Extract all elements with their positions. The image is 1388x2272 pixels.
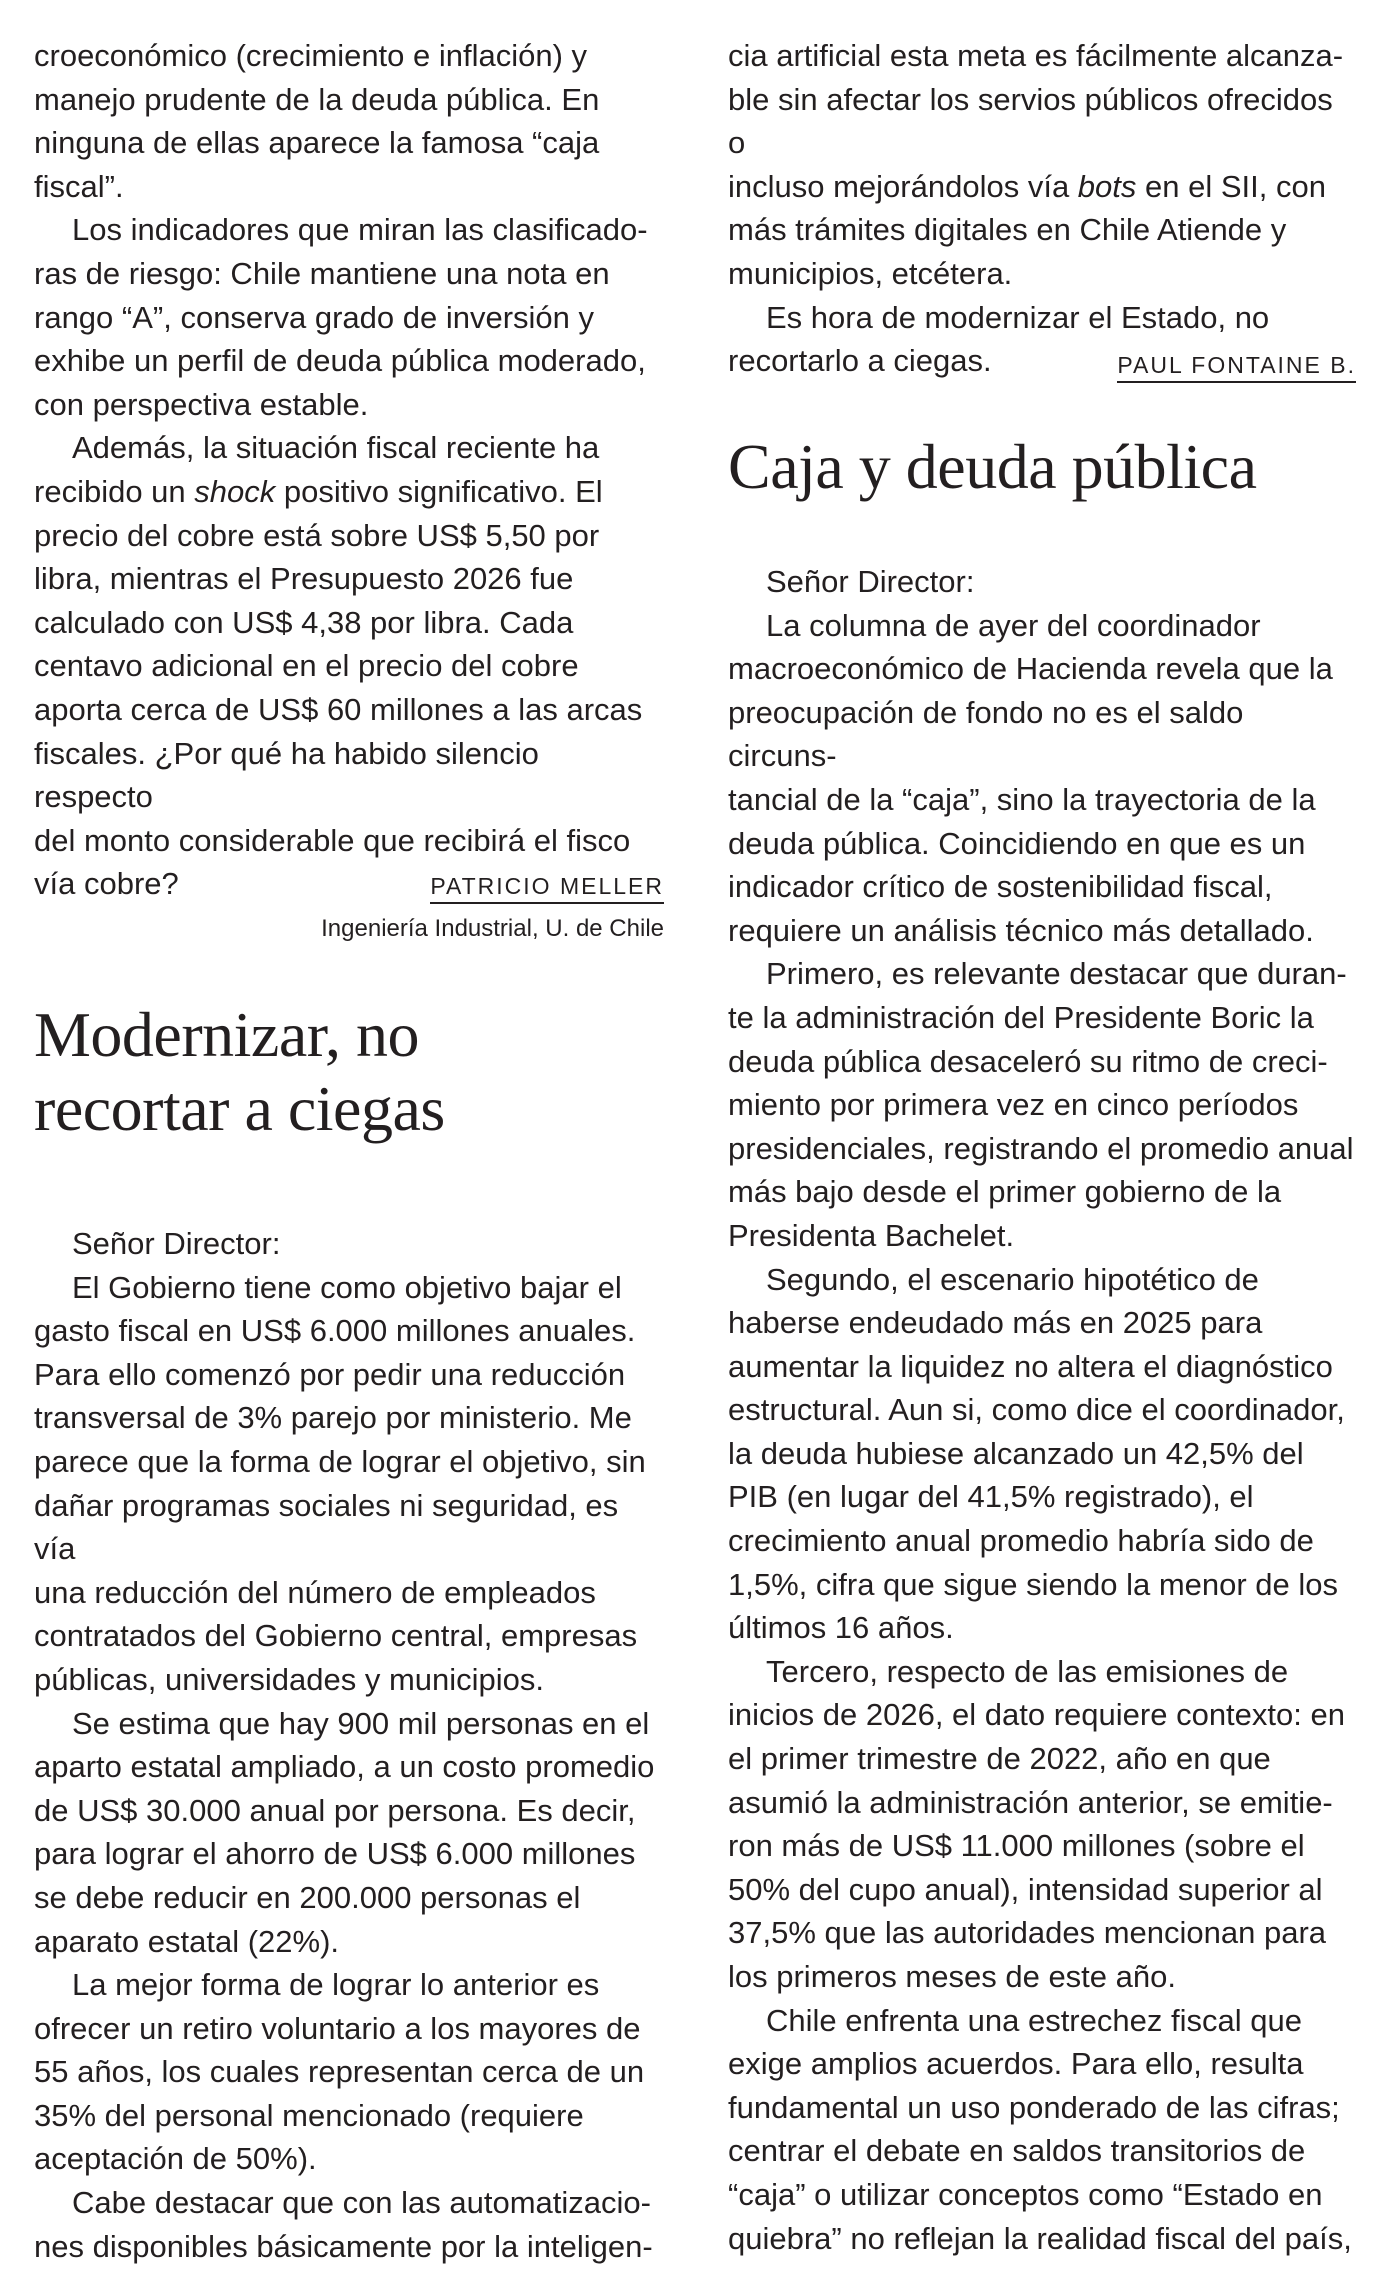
text-line: dañar programas sociales ni seguridad, es vía xyxy=(34,1487,619,1567)
author-affiliation: Ingeniería Industrial, U. de Chile xyxy=(321,915,664,942)
text-line: aumentar la liquidez no altera el diagnóstico xyxy=(728,1348,1333,1384)
text-line: asumió la administración anterior, se emitie- xyxy=(728,1784,1333,1820)
text-line: 55 años, los cuales representan cerca de un xyxy=(34,2054,645,2090)
text-line: ofrecer un retiro voluntario a los mayores de xyxy=(34,2010,641,2046)
text-line: contratados del Gobierno central, empresas xyxy=(34,1618,638,1654)
letter-heading xyxy=(34,998,664,1146)
letter-body xyxy=(34,1222,664,2268)
text-line: públicas, universidades y municipios. xyxy=(34,1661,545,1697)
text-line: municipios, etcétera. xyxy=(728,255,1013,291)
text-line: rango “A”, conserva grado de inversión y xyxy=(34,299,595,335)
text-line xyxy=(34,470,664,514)
text-line: estructural. Aun si, como dice el coordinador, xyxy=(728,1392,1345,1428)
text-line: manejo prudente de la deuda pública. En xyxy=(34,81,600,117)
text-line: Es hora de modernizar el Estado, no xyxy=(766,299,1270,335)
text-line: aporta cerca de US$ 60 millones a las arcas xyxy=(34,691,643,727)
text-line: Los indicadores que miran las clasificado- xyxy=(72,212,648,248)
text-line: la deuda hubiese alcanzado un 42,5% del xyxy=(728,1435,1304,1471)
emphasis-text: bots xyxy=(1077,168,1137,204)
text-line: de US$ 30.000 anual por persona. Es decir, xyxy=(34,1792,636,1828)
text-line: los primeros meses de este año. xyxy=(728,1959,1176,1994)
salutation: Señor Director: xyxy=(766,564,975,599)
text-line: presidenciales, registrando el promedio anual xyxy=(728,1130,1354,1166)
author-signature xyxy=(34,870,664,902)
text-line: deuda pública desaceleró su ritmo de creci- xyxy=(728,1043,1328,1079)
text-line: parece que la forma de lograr el objetivo, sin xyxy=(34,1443,646,1479)
text-line: Segundo, el escenario hipotético de xyxy=(766,1261,1259,1297)
letter-body xyxy=(728,560,1356,2260)
text-line: transversal de 3% parejo por ministerio. Me xyxy=(34,1400,632,1436)
text-line: Tercero, respecto de las emisiones de xyxy=(766,1653,1289,1689)
text-line: una reducción del número de empleados xyxy=(34,1574,596,1610)
text-line: centrar el debate en saldos transitorios de xyxy=(728,2133,1306,2169)
text-line: libra, mientras el Presupuesto 2026 fue xyxy=(34,561,574,597)
text-line: crecimiento anual promedio habría sido de xyxy=(728,1523,1314,1559)
text-line: La mejor forma de lograr lo anterior es xyxy=(72,1967,600,2003)
emphasis-text: shock xyxy=(194,473,276,509)
text-line: requiere un análisis técnico más detallado. xyxy=(728,912,1314,948)
text-line: más trámites digitales en Chile Atiende y xyxy=(728,212,1287,248)
text-line: para lograr el ahorro de US$ 6.000 millones xyxy=(34,1836,636,1872)
author-signature xyxy=(728,349,1356,381)
text-line: exhibe un perfil de deuda pública moderado, xyxy=(34,343,646,379)
text-span: incluso mejorándolos vía xyxy=(728,168,1078,204)
text-line: inicios de 2026, el dato requiere contexto: en xyxy=(728,1697,1345,1733)
text-line: tancial de la “caja”, sino la trayectoria de la xyxy=(728,781,1316,817)
text-line: centavo adicional en el precio del cobre xyxy=(34,648,579,684)
text-line: cia artificial esta meta es fácilmente alcanza- xyxy=(728,38,1344,73)
text-line: más bajo desde el primer gobierno de la xyxy=(728,1174,1282,1210)
letter-continuation-top xyxy=(34,34,664,906)
text-line: “caja” o utilizar conceptos como “Estado en xyxy=(728,2176,1323,2212)
text-line: Chile enfrenta una estrechez fiscal que xyxy=(766,2002,1302,2038)
text-line: ras de riesgo: Chile mantiene una nota en xyxy=(34,255,610,291)
text-line: croeconómico (crecimiento e inflación) y xyxy=(34,38,588,73)
text-line: aceptación de 50%). xyxy=(34,2141,317,2177)
text-line: nes disponibles básicamente por la inteligen- xyxy=(34,2228,653,2264)
text-line: Para ello comenzó por pedir una reducción xyxy=(34,1356,626,1392)
text-line: 37,5% que las autoridades mencionan para xyxy=(728,1915,1327,1951)
text-line: fiscal”. xyxy=(34,168,124,204)
text-line: últimos 16 años. xyxy=(728,1610,954,1646)
text-line: 50% del cupo anual), intensidad superior al xyxy=(728,1871,1323,1907)
text-line: del monto considerable que recibirá el fisco xyxy=(34,822,631,858)
text-line: 35% del personal mencionado (requiere xyxy=(34,2097,584,2133)
text-line: miento por primera vez en cinco períodos xyxy=(728,1087,1299,1123)
text-line: aparato estatal (22%). xyxy=(34,1923,340,1959)
text-line: Primero, es relevante destacar que duran- xyxy=(766,956,1347,992)
text-line: macroeconómico de Hacienda revela que la xyxy=(728,651,1333,687)
text-line: Además, la situación fiscal reciente ha xyxy=(72,430,600,466)
text-span: en el SII, con xyxy=(1136,168,1326,204)
text-line: recortarlo a ciegas. xyxy=(728,343,992,379)
text-line: 1,5%, cifra que sigue siendo la menor de los xyxy=(728,1566,1339,1602)
author-name: PATRICIO MELLER xyxy=(430,873,664,904)
text-line: ninguna de ellas aparece la famosa “caja xyxy=(34,125,600,161)
text-line xyxy=(728,165,1356,209)
letter-continuation-top xyxy=(728,34,1356,383)
text-line: haberse endeudado más en 2025 para xyxy=(728,1305,1263,1341)
heading-line: Caja y deuda pública xyxy=(728,431,1257,502)
text-line: PIB (en lugar del 41,5% registrado), el xyxy=(728,1479,1254,1515)
heading-line: recortar a ciegas xyxy=(34,1073,445,1144)
text-line: exige amplios acuerdos. Para ello, resulta xyxy=(728,2046,1304,2082)
text-line: La columna de ayer del coordinador xyxy=(766,607,1261,643)
text-span: positivo significativo. El xyxy=(275,473,603,509)
text-line: vía cobre? xyxy=(34,866,179,902)
text-line: fiscales. ¿Por qué ha habido silencio respecto xyxy=(34,735,539,815)
text-line: preocupación de fondo no es el saldo circuns- xyxy=(728,694,1244,774)
text-line: ron más de US$ 11.000 millones (sobre el xyxy=(728,1828,1305,1864)
text-line: Cabe destacar que con las automatizacio- xyxy=(72,2185,651,2221)
text-line: el primer trimestre de 2022, año en que xyxy=(728,1741,1271,1777)
text-line: con perspectiva estable. xyxy=(34,386,369,422)
text-line: Presidenta Bachelet. xyxy=(728,1217,1015,1253)
text-line: quiebra” no reflejan la realidad fiscal del país, xyxy=(728,2220,1352,2256)
text-line: indicador crítico de sostenibilidad fiscal, xyxy=(728,869,1273,905)
text-line: calculado con US$ 4,38 por libra. Cada xyxy=(34,604,574,640)
text-line: se debe reducir en 200.000 personas el xyxy=(34,1879,581,1915)
text-line: precio del cobre está sobre US$ 5,50 por xyxy=(34,517,600,553)
letter-heading xyxy=(728,430,1356,504)
text-span: recibido un xyxy=(34,473,195,509)
text-line: gasto fiscal en US$ 6.000 millones anuales. xyxy=(34,1313,636,1349)
heading-line: Modernizar, no xyxy=(34,999,419,1070)
author-name: PAUL FONTAINE B. xyxy=(1117,352,1356,383)
text-line: deuda pública. Coincidiendo en que es un xyxy=(728,825,1306,861)
text-line: fundamental un uso ponderado de las cifras; xyxy=(728,2089,1340,2125)
text-line: Se estima que hay 900 mil personas en el xyxy=(72,1705,650,1741)
salutation: Señor Director: xyxy=(72,1226,281,1261)
text-line: El Gobierno tiene como objetivo bajar el xyxy=(72,1269,622,1305)
text-line: ble sin afectar los servios públicos ofrecidos o xyxy=(728,81,1333,161)
text-line: te la administración del Presidente Boric la xyxy=(728,999,1314,1035)
text-line: aparto estatal ampliado, a un costo promedio xyxy=(34,1749,655,1785)
